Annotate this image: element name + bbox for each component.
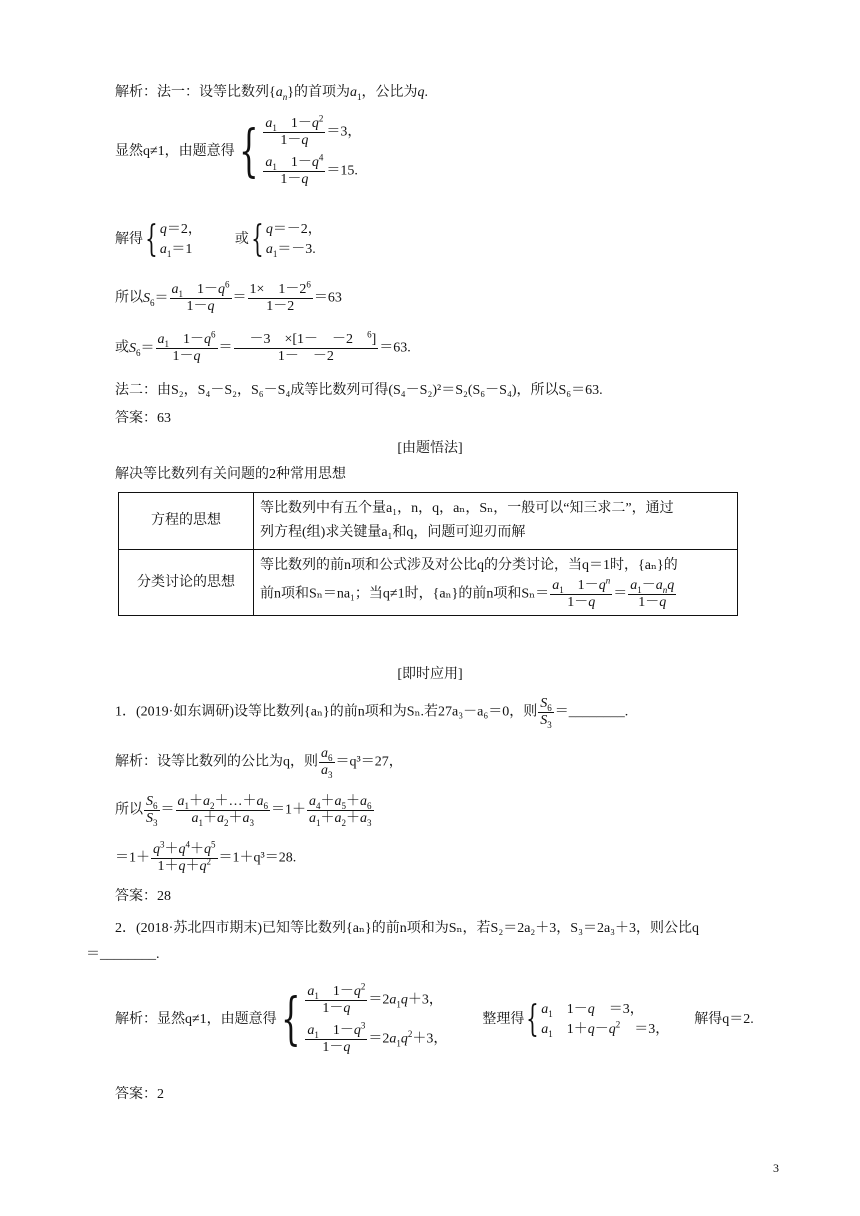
solve-or: 或	[234, 232, 249, 247]
row2-text-line2: 前n项和Sₙ＝na₁；当q≠1时，{aₙ}的前n项和Sₙ＝ $\frac{a_1 1-q^n}{1-q}$ ＝ $\frac{a_1-a_nq}{1-q}$	[260, 575, 675, 610]
equation-system-1: 显然q≠1，由题意得{ $\frac{a_1 1-q^2}{1-q}$ ＝3， $\frac{a_1 1-q^4}{1-q}$ ＝15.	[115, 113, 362, 187]
q1-solution-3: ＝1＋ $\frac{q^3+q^4+q^5}{1+q+q^2}$ ＝1＋q³＝28.	[115, 839, 297, 874]
s6-line1-lead: 所以	[115, 290, 143, 306]
row1-text	[254, 493, 738, 550]
question-1: 1．(2019·如东调研)设等比数列{aₙ}的前n项和为Sₙ.若27a₃－a₆＝0，则 $\frac{S_6}{S_3}$ ＝________.	[115, 696, 629, 730]
method-table	[118, 492, 738, 616]
q1-solution-2: 所以 $\frac{S_6}{S_3}$ ＝ $\frac{a_1+a_2+\dots+a_6}{a_1+a_2+a_3}$ ＝1＋ $\frac{a_4+a_5+a_6}{a_1+a_2+a_3}$	[115, 794, 372, 828]
answer-q2: 答案：2	[115, 1087, 164, 1102]
solution-intro: 解析：法一：设等比数列$\{a_n\}$的首项为$a_1$，公比为q.	[115, 85, 428, 102]
brace-icon: {	[238, 119, 259, 184]
row1-label: 方程的思想	[119, 493, 254, 550]
row2-label: 分类讨论的思想	[119, 550, 254, 616]
row1-text-b: 列方程(组)求关键量a₁和q，问题可迎刃而解	[260, 525, 526, 540]
q2-stem-b: ＝________.	[86, 947, 160, 962]
q2-simplify: 整理得	[482, 1012, 525, 1027]
method-two: 法二：由S₂，S₄－S₂，S₆－S₄成等比数列可得(S₄－S₂)²＝S₂(S₆－S₄)，所以S₆＝63.	[115, 383, 603, 398]
answer-1: 答案：63	[115, 411, 171, 426]
s6-computation-1: 所以$S_6=$ $\frac{a_1 1-q^6}{1-q}$ ＝ $\frac{1\times 1-2^6}{1-2}$ ＝63	[115, 279, 342, 314]
answer-q1: 答案：28	[115, 889, 171, 904]
system1-eq2-rhs: ＝15.	[326, 163, 358, 179]
row2-text-a: 等比数列的前n项和公式涉及对公比q的分类讨论，当q＝1时，{aₙ}的	[260, 558, 678, 573]
row2-text-b: 前n项和Sₙ＝na₁；当q≠1时，{aₙ}的前n项和Sₙ＝	[260, 586, 550, 602]
solve-lead: 解得	[115, 232, 143, 247]
brace-icon: {	[526, 999, 540, 1040]
system1-lead: 显然q≠1，由题意得	[115, 144, 235, 159]
q2-solution: 解析：显然q≠1，由题意得{ $\frac{a_1 1-q^2}{1-q}$ $=2a_1q+3$， $\frac{a_1 1-q^3}{1-q}$ $=2a_1q^2+3$， 整理得{ $a_1$ 1－q ＝3， $a_1$ $1+q-q^2$ ＝3， 解得q＝2.	[115, 981, 754, 1055]
row2-text	[254, 550, 738, 616]
q1-blank: ＝________.	[554, 704, 629, 720]
system1-eq1-rhs: ＝3，	[326, 124, 362, 140]
q1-line3-tail: ＝1＋q³＝28.	[218, 850, 297, 866]
q1-sol-lead: 解析：设等比数列的公比为q，则	[115, 754, 318, 770]
section-title-insight: [由题悟法]	[397, 441, 463, 456]
q1-stem: 1．(2019·如东调研)设等比数列{aₙ}的前n项和为Sₙ.若27a₃－a₆＝0，则	[115, 704, 538, 720]
solve-line: 解得{ q＝2， $a_1=1$ 或{ q＝－2， $a_1=-3$.	[115, 219, 322, 260]
q2-stem-a: 2．(2018·苏北四市期末)已知等比数列{aₙ}的前n项和为Sₙ，若S₂＝2a₂＋3，S₃＝2a₃＋3，则公比q	[115, 921, 700, 936]
summary-heading: 解决等比数列有关问题的2种常用思想	[115, 467, 346, 482]
q2-result: 解得q＝2.	[694, 1012, 754, 1027]
s6-line2-lead: 或	[115, 340, 129, 356]
brace-icon: {	[280, 987, 301, 1052]
section-title-practice: [即时应用]	[397, 667, 463, 682]
table-row	[119, 550, 738, 616]
q1-solution-1: 解析：设等比数列的公比为q，则 $\frac{a_6}{a_3}$ ＝q³＝27，	[115, 746, 403, 780]
s6-line2-result: ＝63.	[379, 340, 411, 356]
q1-line2-lead: 所以	[115, 802, 143, 818]
s6-line1-result: ＝63	[313, 290, 342, 306]
table-row	[119, 493, 738, 550]
brace-icon: {	[145, 219, 158, 260]
brace-icon: {	[251, 219, 264, 260]
q1-sol-rhs: ＝q³＝27，	[335, 754, 403, 770]
q2-sol-lead: 解析：显然q≠1，由题意得	[115, 1012, 277, 1027]
row1-text-a: 等比数列中有五个量a₁，n，q，aₙ，Sₙ，一般可以“知三求二”，通过	[260, 501, 674, 516]
s6-computation-2: 或$S_6=$ $\frac{a_1 1-q^6}{1-q}$ ＝ $\frac{-3 \times[1- -2 ^6]}{1- -2}$ ＝63.	[115, 329, 411, 364]
page-number: 3	[773, 1161, 779, 1175]
